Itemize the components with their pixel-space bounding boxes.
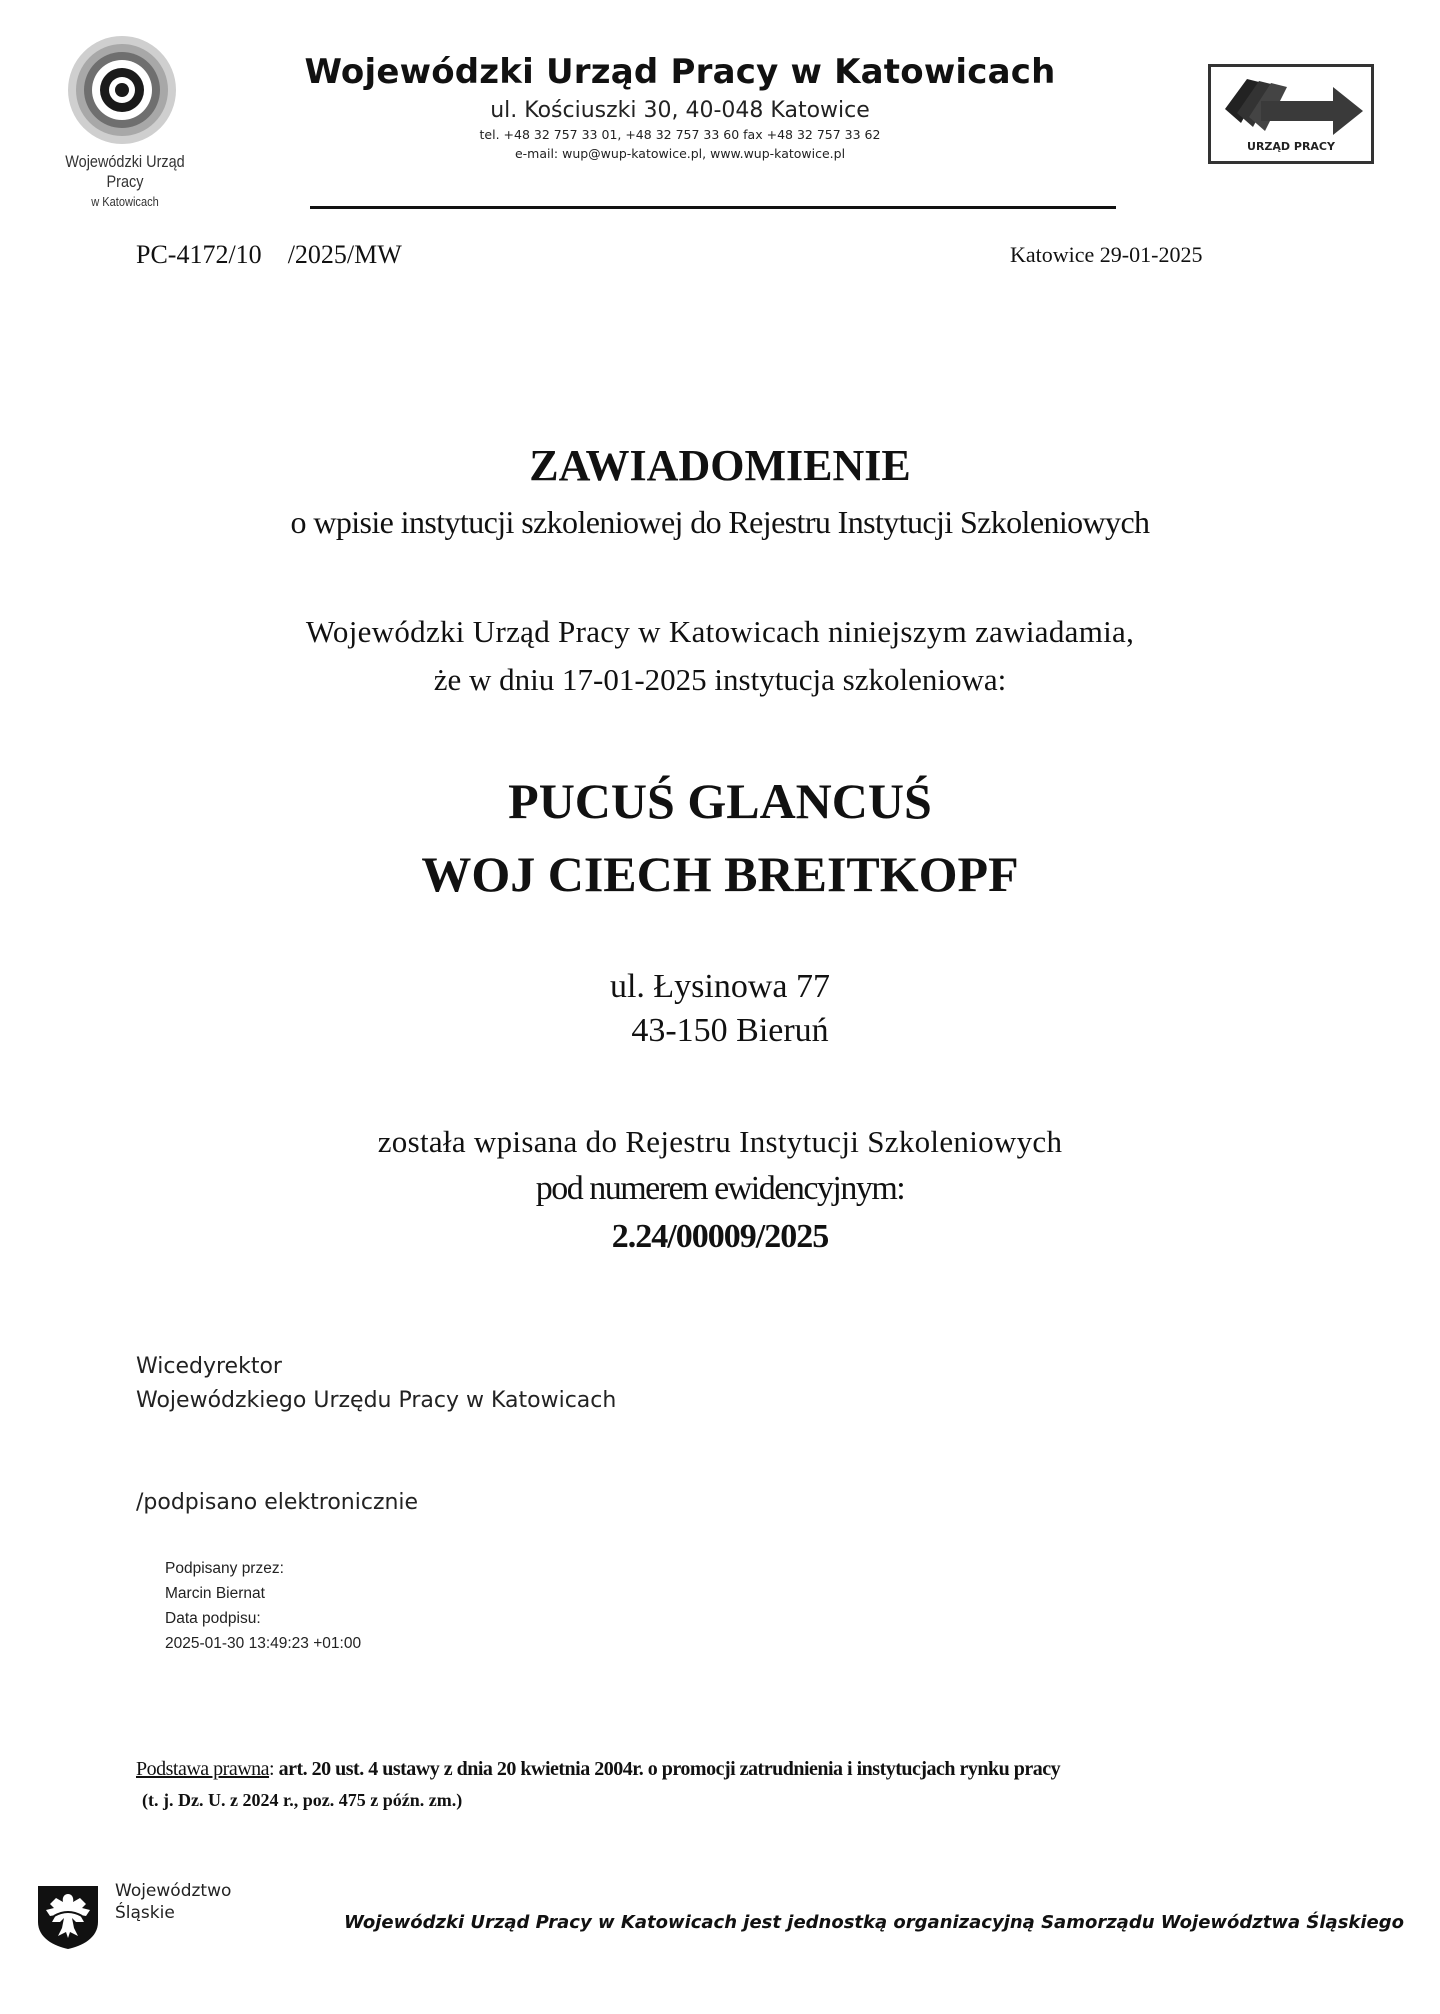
institution-city: 43-150 Bieruń — [631, 1012, 829, 1049]
office-address: ul. Kościuszki 30, 40-048 Katowice — [490, 98, 870, 123]
footer-slogan: Wojewódzki Urząd Pracy w Katowicach jest jednostką organizacyjną Samorządu Województwa Śląskiego — [344, 1912, 1405, 1933]
urzad-pracy-logo — [1208, 64, 1374, 164]
institution-name-line2: WOJ CIECH BREITKOPF — [421, 846, 1019, 902]
signed-by-name: Marcin Biernat — [165, 1585, 265, 1602]
logo-caption-line1: Wojewódzki Urząd Pracy — [65, 152, 185, 191]
voivodeship-line1: Województwo — [115, 1881, 232, 1901]
header-divider — [310, 206, 1116, 209]
voivodeship-label — [115, 1880, 231, 1924]
silesian-eagle-icon — [36, 1882, 100, 1950]
reference-part1: PC-4172/10 — [136, 240, 262, 269]
sign-date-label: Data podpisu: — [165, 1610, 261, 1627]
cards-arrow-icon — [1217, 71, 1367, 143]
legal-basis-citation: (t. j. Dz. U. z 2024 r., poz. 475 z późn. zm.) — [142, 1790, 463, 1810]
electronic-signature-note: /podpisano elektronicznie — [136, 1490, 419, 1515]
registered-line1: została wpisana do Rejestru Instytucji Szkoleniowych — [377, 1124, 1063, 1159]
signer-role-line1: Wicedyrektor — [136, 1354, 282, 1379]
concentric-rings-icon — [66, 34, 178, 146]
logo-caption — [53, 152, 198, 212]
intro-line2: że w dniu 17-01-2025 instytucja szkoleniowa: — [433, 662, 1007, 697]
legal-basis-label: Podstawa prawna — [136, 1758, 270, 1780]
intro-line1: Wojewódzki Urząd Pracy w Katowicach niniejszym zawiadamia, — [305, 614, 1135, 649]
document-title: ZAWIADOMIENIE — [529, 441, 911, 490]
office-phone: tel. +48 32 757 33 01, +48 32 757 33 60 fax +48 32 757 33 62 — [479, 127, 881, 142]
institution-name-line1: PUCUŚ GLANCUŚ — [508, 773, 932, 829]
voivodeship-line2: Śląskie — [115, 1903, 175, 1923]
signer-role-line2: Wojewódzkiego Urzędu Pracy w Katowicach — [136, 1388, 617, 1413]
signed-by-label: Podpisany przez: — [165, 1560, 284, 1577]
office-email: e-mail: wup@wup-katowice.pl, www.wup-katowice.pl — [514, 146, 846, 161]
logo-caption-line2: w Katowicach — [91, 194, 159, 209]
institution-street: ul. Łysinowa 77 — [609, 968, 831, 1005]
sign-date-value: 2025-01-30 13:49:23 +01:00 — [165, 1635, 362, 1652]
document-subtitle: o wpisie instytucji szkoleniowej do Rejestru Instytucji Szkoleniowych — [290, 504, 1150, 540]
legal-basis: Podstawa prawna: art. 20 ust. 4 ustawy z dnia 20 kwietnia 2004r. o promocji zatrudnienia i instytucjach rynku pracy — [136, 1758, 1061, 1780]
document-date: Katowice 29-01-2025 — [1010, 242, 1203, 267]
registration-number: 2.24/00009/2025 — [611, 1218, 829, 1255]
office-name: Wojewódzki Urząd Pracy w Katowicach — [304, 52, 1056, 92]
legal-basis-text: art. 20 ust. 4 ustawy z dnia 20 kwietnia 2004r. o promocji zatrudnienia i instytucjach rynku pracy — [278, 1758, 1061, 1780]
urzad-pracy-label: URZĄD PRACY — [1247, 140, 1335, 153]
reference-part2: /2025/MW — [287, 240, 402, 269]
registered-line2: pod numerem ewidencyjnym: — [535, 1170, 905, 1207]
reference-number — [136, 240, 402, 270]
